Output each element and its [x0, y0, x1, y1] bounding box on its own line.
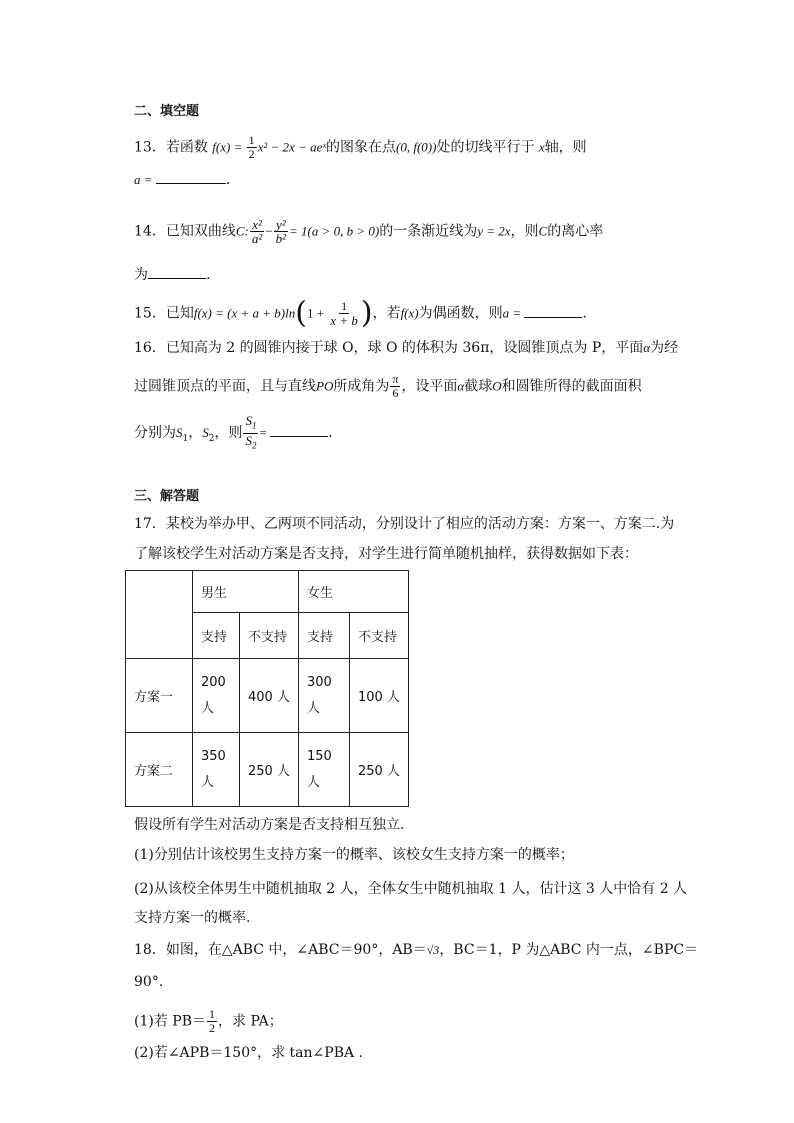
q13-answer-blank[interactable] — [156, 171, 226, 184]
table-header-female-support: 支持 — [299, 613, 350, 659]
table-header-row-1 — [126, 571, 409, 613]
q16-line1-tail: 为经 — [650, 340, 679, 356]
table-cell: 100 人 — [350, 659, 409, 733]
table-header-female: 女生 — [299, 571, 409, 613]
q18-half-fraction — [207, 1008, 217, 1035]
q16-alpha-2: α — [457, 378, 465, 394]
q15-fx: f(x) — [400, 305, 419, 321]
q13-mid: 的图象在点 — [326, 139, 397, 156]
q16-ratio-fraction — [243, 414, 258, 452]
question-16-line3: 分别为$S_1$，$S_2$，则 $\frac{S_1}{S_2}$ = . — [134, 413, 333, 451]
q14-tail: ，则 — [510, 223, 539, 240]
q14-frac-x-num: x² — [252, 217, 262, 232]
q14-frac-y — [274, 218, 288, 245]
q14-end: . — [206, 267, 211, 283]
table-cell: 150 人 — [299, 733, 350, 807]
q17-part2-line1: (2)从该校全体男生中随机抽取 2 人，全体女生中随机抽取 1 人，估计这 3 人中恰有 2 人 — [134, 881, 688, 897]
q18-part1 — [134, 1008, 283, 1035]
survey-table — [125, 570, 409, 807]
q14-frac-y-num: y² — [275, 217, 286, 232]
question-16-line2 — [134, 373, 642, 400]
table-cell: 400 人 — [240, 659, 299, 733]
q16-line1: 16．已知高为 2 的圆锥内接于球 O，球 O 的体积为 36π，设圆锥顶点为 P，平面 — [134, 340, 644, 356]
q16-s1: S — [176, 425, 183, 441]
q13-point: (0, f(0)) — [396, 139, 437, 155]
section-title-fill-in: 二、填空题 — [134, 104, 200, 119]
q13-half-num: 1 — [248, 133, 255, 147]
q14-c: C — [538, 223, 548, 239]
q14-answer-blank[interactable] — [148, 266, 206, 279]
q15-one-plus: 1 + — [306, 305, 328, 321]
q16-ratio-den: $S_2$ — [245, 432, 257, 451]
q15-frac-den: x + b — [330, 313, 358, 328]
q14-cond: = 1(a > 0, b > 0) — [288, 223, 380, 239]
q18-line1b: ，BC＝1，P 为△ABC 内一点，∠BPC＝ — [439, 942, 699, 958]
q16-ratio-num: $S_1$ — [243, 414, 258, 434]
q13-half-den: 2 — [248, 147, 255, 161]
q15-end: . — [582, 305, 587, 322]
table-corner-cell — [126, 571, 193, 659]
table-header-male-not-support: 不支持 — [240, 613, 299, 659]
table-cell: 200 人 — [193, 659, 240, 733]
q13-axis: x — [538, 139, 545, 155]
q13-prefix: 13．若函数 — [134, 139, 208, 156]
q15-prefix: 15．已知 — [134, 305, 194, 322]
table-cell: 300 人 — [299, 659, 350, 733]
table-cell: 250 人 — [240, 733, 299, 807]
table-row-label: 方案一 — [126, 659, 193, 733]
q14-prefix: 14．已知双曲线 — [134, 223, 236, 240]
q18-part1b: ，求 PA； — [218, 1013, 283, 1030]
q17-line2: 了解该校学生对活动方案是否支持，对学生进行简单随机抽样，获得数据如下表： — [134, 546, 638, 562]
q13-half-fraction — [247, 134, 257, 161]
q16-s2: S — [202, 425, 209, 441]
q18-line1 — [134, 940, 698, 960]
q17-line1: 17．某校为举办甲、乙两项不同活动，分别设计了相应的活动方案：方案一、方案二.为 — [134, 516, 675, 532]
q16-po: PO — [316, 378, 334, 394]
table-cell: 250 人 — [350, 733, 409, 807]
q16-line2a: 过圆锥顶点的平面，且与直线 — [134, 378, 316, 395]
q13-end: . — [225, 172, 231, 188]
table-header-male-support: 支持 — [193, 613, 240, 659]
q16-pi-den: 6 — [392, 386, 399, 400]
q16-o: O — [492, 378, 502, 394]
q18-line2: 90°. — [134, 974, 164, 990]
q18-sqrt3: √3 — [426, 943, 440, 957]
q14-minus: − — [265, 223, 273, 239]
question-13-line1 — [134, 134, 587, 161]
table-row-label: 方案二 — [126, 733, 193, 807]
q16-eq: = — [259, 425, 271, 441]
q16-sep: ， — [188, 425, 203, 442]
q13-rest: x² − 2x − aeˣ — [257, 139, 327, 155]
q16-line2e: 和圆锥所得的截面面积 — [501, 378, 642, 395]
q16-answer-blank[interactable] — [270, 424, 328, 437]
q16-line3a: 分别为 — [134, 425, 176, 442]
q14-frac-x — [250, 218, 264, 245]
q15-frac-num: 1 — [341, 299, 348, 313]
q15-left-paren: ( — [295, 295, 307, 331]
q15-right-paren: ) — [360, 295, 373, 331]
q14-frac-y-den: b² — [275, 231, 286, 246]
q15-mid: ，若 — [372, 305, 401, 322]
q17-assumption: 假设所有学生对活动方案是否支持相互独立. — [134, 817, 405, 833]
q14-curve: C: — [235, 223, 249, 239]
q16-line2c: ，设平面 — [401, 378, 458, 395]
q15-fraction — [328, 300, 360, 327]
q13-answer-var: a = — [134, 172, 156, 187]
table-header-male: 男生 — [193, 571, 299, 613]
q14-asym: y = 2x — [477, 223, 511, 239]
q14-tail2: 的离心率 — [547, 223, 604, 240]
table-row — [126, 733, 409, 807]
q14-mid: 的一条渐近线为 — [379, 223, 478, 240]
question-16-line1 — [134, 338, 678, 358]
table-cell: 350 人 — [193, 733, 240, 807]
q18-half-den: 2 — [209, 1021, 215, 1035]
q15-answer-blank[interactable] — [524, 305, 582, 318]
q16-line3b: ，则 — [214, 425, 243, 442]
q16-end: . — [328, 425, 333, 442]
question-14-line2 — [134, 265, 210, 285]
table-row — [126, 659, 409, 733]
section-title-answer: 三、解答题 — [134, 489, 200, 504]
q13-tail: 轴，则 — [544, 139, 587, 156]
q16-line2d: 截球 — [464, 378, 493, 395]
q18-line1a: 18．如图，在△ABC 中，∠ABC＝90°，AB＝ — [134, 942, 427, 958]
q18-part1a: (1)若 PB＝ — [134, 1013, 206, 1030]
question-13-line2 — [134, 170, 230, 190]
q16-alpha: α — [643, 340, 651, 355]
q16-pi-num: π — [392, 372, 399, 386]
q18-half-num: 1 — [209, 1007, 215, 1021]
question-15 — [134, 295, 587, 331]
q15-expr: f(x) = (x + a + b)ln — [193, 305, 296, 321]
q15-avar: a = — [502, 305, 525, 321]
q14-frac-x-den: a² — [251, 231, 263, 246]
table-header-female-not-support: 不支持 — [350, 613, 409, 659]
q17-part2-line2: 支持方案一的概率. — [134, 910, 251, 926]
q16-pi-fraction — [390, 373, 400, 400]
q16-line2b: 所成角为 — [333, 378, 390, 395]
q17-part1: (1)分别估计该校男生支持方案一的概率、该校女生支持方案一的概率； — [134, 847, 574, 863]
question-14-line1 — [134, 218, 603, 245]
q15-mid2: 为偶函数，则 — [418, 305, 503, 322]
q14-line2: 为 — [134, 267, 148, 283]
q13-func: f(x) = — [212, 139, 246, 155]
q13-mid2: 处的切线平行于 — [436, 139, 535, 156]
q18-part2: (2)若∠APB＝150°，求 tan∠PBA . — [134, 1045, 363, 1061]
